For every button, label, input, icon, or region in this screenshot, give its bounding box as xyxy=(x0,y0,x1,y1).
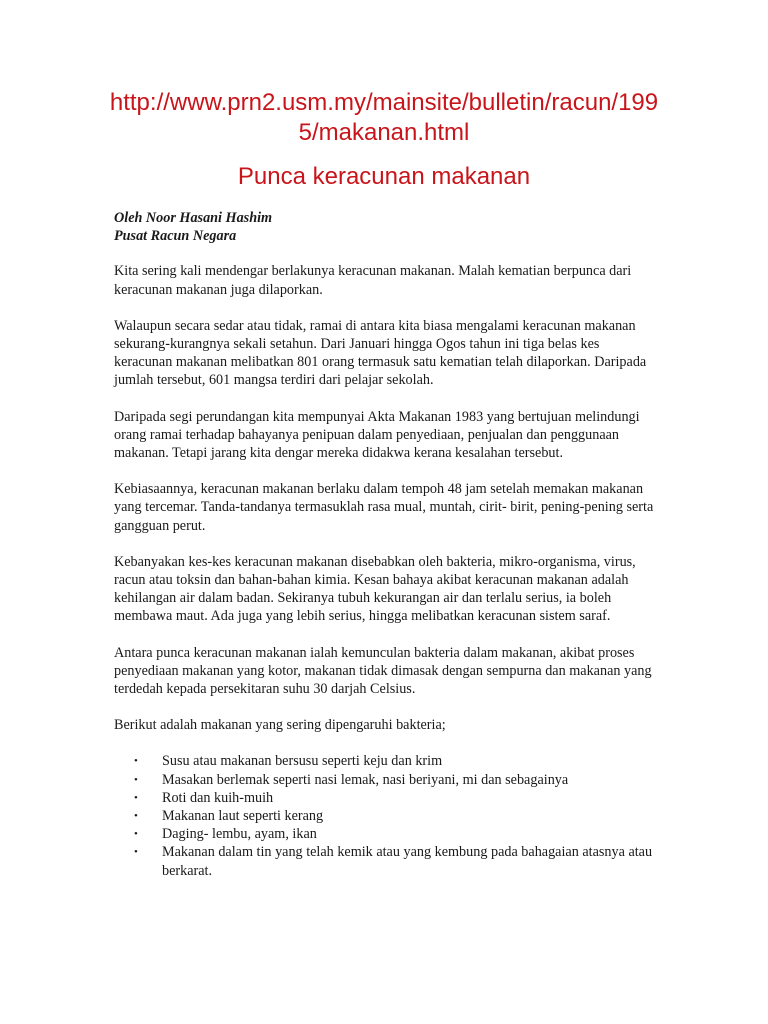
paragraph: Kebanyakan kes-kes keracunan makanan disebabkan oleh bakteria, mikro-organisma, virus, racun atau toksin dan bahan-bahan kimia. Kesan bahaya akibat keracunan makanan adalah kehilangan air dalam badan. Sekiranya tubuh kekurangan air dan terlalu serius, ia boleh membawa maut. Ada juga yang lebih serius, hingga melibatkan keracunan sistem saraf. xyxy=(114,553,636,625)
list-item-text: Susu atau makanan bersusu seperti keju dan krim xyxy=(162,753,443,770)
list-intro: Berikut adalah makanan yang sering dipengaruhi bakteria; xyxy=(114,717,446,734)
author-name: Oleh Noor Hasani Hashim xyxy=(114,210,273,226)
paragraph: Antara punca keracunan makanan ialah kemunculan bakteria dalam makanan, akibat proses penyediaan makanan yang kotor, makanan tidak dimasak dengan sempurna dan makanan yang terdedah kepada persekitaran suhu 30 darjah Celsius. xyxy=(114,644,652,698)
list-item-text: Masakan berlemak seperti nasi lemak, nasi beriyani, mi dan sebagainya xyxy=(162,771,569,788)
list-item-text: Roti dan kuih-muih xyxy=(162,789,274,806)
list-item xyxy=(114,825,654,843)
list-item-text: Makanan dalam tin yang telah kemik atau yang kembung pada bahagaian atasnya atau berkarat. xyxy=(162,844,653,879)
article-body xyxy=(114,209,654,880)
bullet-icon: • xyxy=(134,773,138,786)
article-title: Punca keracunan makanan xyxy=(237,163,531,190)
food-list xyxy=(114,752,654,879)
paragraph: Daripada segi perundangan kita mempunyai Akta Makanan 1983 yang bertujuan melindungi orang ramai terhadap bahayanya penipuan dalam penyediaan, penjualan dan penggunaan makanan. Tetapi jarang kita dengar mereka didakwa kerana kesalahan tersebut. xyxy=(114,408,640,462)
paragraph: Walaupun secara sedar atau tidak, ramai di antara kita biasa mengalami keracunan makanan sekurang-kurangnya sekali setahun. Dari Januari hingga Ogos tahun ini tiga belas kes keracunan makanan melibatkan 801 orang termasuk satu kematian telah dilaporkan. Daripada jumlah tersebut, 601 mangsa terdiri dari pelajar sekolah. xyxy=(114,317,647,389)
byline xyxy=(114,209,654,245)
list-item xyxy=(114,843,654,879)
source-url-link[interactable]: http://www.prn2.usm.my/mainsite/bulletin/racun/1995/makanan.html xyxy=(109,89,659,146)
list-item-text: Makanan laut seperti kerang xyxy=(162,808,324,825)
bullet-icon: • xyxy=(134,810,138,823)
list-item xyxy=(114,752,654,770)
paragraph: Kita sering kali mendengar berlakunya keracunan makanan. Malah kematian berpunca dari keracunan makanan juga dilaporkan. xyxy=(114,263,632,298)
bullet-icon: • xyxy=(134,828,138,841)
list-item xyxy=(114,771,654,789)
list-item xyxy=(114,789,654,807)
bullet-icon: • xyxy=(134,755,138,768)
paragraph: Kebiasaannya, keracunan makanan berlaku dalam tempoh 48 jam setelah memakan makanan yang tercemar. Tanda-tandanya termasuklah rasa mual, muntah, cirit- birit, pening-pening serta gangguan perut. xyxy=(114,481,654,534)
bullet-icon: • xyxy=(134,846,138,859)
list-item-text: Daging- lembu, ayam, ikan xyxy=(162,826,317,843)
list-item xyxy=(114,807,654,825)
author-affiliation: Pusat Racun Negara xyxy=(114,228,237,245)
bullet-icon: • xyxy=(134,791,138,804)
